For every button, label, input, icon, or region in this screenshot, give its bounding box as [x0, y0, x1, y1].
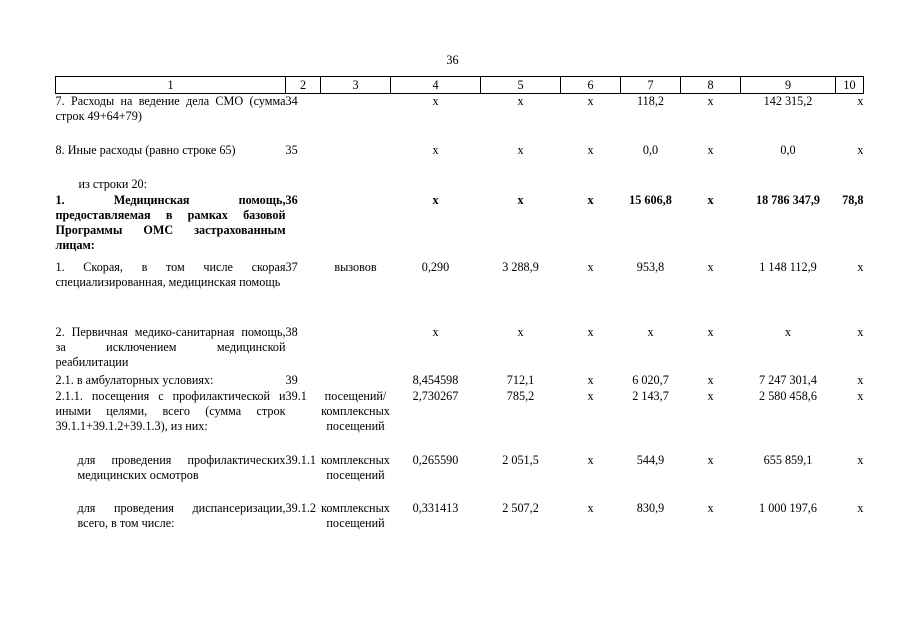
column-header: 8: [681, 77, 741, 94]
cell-col8: [681, 177, 741, 193]
column-header: 4: [391, 77, 481, 94]
column-header: 5: [481, 77, 561, 94]
cell-col7: 544,9: [636, 452, 665, 467]
cell-col6: [561, 177, 621, 193]
cell-col4: 0,331413: [412, 500, 459, 515]
cell-col4: х: [432, 324, 439, 339]
cell-col5: [481, 177, 561, 193]
row-unit: [321, 373, 391, 389]
cell-col10: х: [857, 259, 864, 274]
cell-col6: х: [587, 94, 594, 108]
cell-col8: х: [707, 372, 714, 387]
cell-col5: х: [517, 192, 524, 207]
row-unit: [321, 193, 391, 260]
cell-col8: х: [707, 388, 714, 403]
row-name: 8. Иные расходы (равно строке 65): [55, 142, 236, 157]
cell-col6: х: [587, 192, 594, 207]
column-header: 10: [836, 77, 864, 94]
cell-col8: х: [707, 192, 714, 207]
table-row: [56, 94, 864, 143]
cell-col4: 2,730267: [412, 388, 459, 403]
cell-col7: 15 606,8: [629, 192, 672, 207]
cell-col5: х: [517, 324, 524, 339]
row-name: 2. Первичная медико-санитарная помощь, за исключением медицинской реабилитации: [55, 324, 286, 369]
column-header: 6: [561, 77, 621, 94]
row-code: 36: [285, 192, 298, 207]
cell-col4: 0,265590: [412, 452, 459, 467]
cell-col7: 6 020,7: [632, 372, 669, 387]
row-name: для проведения профилактических медицинских осмотров: [77, 452, 286, 482]
row-name: из строки 20:: [78, 176, 148, 191]
row-unit: посещений/ комплексных посещений: [321, 388, 390, 433]
cell-col4: х: [432, 94, 439, 108]
table-row: [56, 501, 864, 549]
cell-col5: х: [517, 142, 524, 157]
cell-col7: 0,0: [642, 142, 659, 157]
cell-col6: х: [587, 142, 594, 157]
cell-col7: 830,9: [636, 500, 665, 515]
cell-col6: х: [587, 500, 594, 515]
cell-col8: х: [707, 500, 714, 515]
cell-col5: 2 051,5: [502, 452, 539, 467]
cell-col9: 1 148 112,9: [759, 259, 817, 274]
cell-col8: х: [707, 324, 714, 339]
cell-col9: х: [784, 324, 792, 339]
row-unit: [321, 177, 391, 193]
cell-col4: х: [432, 142, 439, 157]
row-code: 38: [285, 324, 298, 339]
cell-col8: х: [707, 452, 714, 467]
row-code: 39.1: [285, 388, 307, 403]
cell-col8: х: [707, 259, 714, 274]
cell-col10: х: [857, 500, 864, 515]
row-code: 37: [285, 259, 298, 274]
row-unit: [321, 94, 391, 143]
cell-col10: х: [857, 94, 864, 108]
cell-col5: 2 507,2: [502, 500, 539, 515]
row-code: 34: [285, 94, 298, 108]
table-row: [56, 143, 864, 177]
row-name: 1. Медицинская помощь, предоставляемая в рамках базовой Программы ОМС застрахованным лицам:: [55, 192, 286, 252]
cell-col7: [621, 177, 681, 193]
row-unit: [321, 325, 391, 373]
row-unit: [321, 143, 391, 177]
page-number: 36: [446, 53, 459, 67]
row-name: 2.1.1. посещения с профилактической и иными целями, всего (сумма строк 39.1.1+39.1.2+39.1.3), из них:: [55, 388, 286, 433]
cell-col6: х: [587, 372, 594, 387]
cell-col9: 7 247 301,4: [759, 372, 817, 387]
cell-col10: х: [857, 324, 864, 339]
cell-col9: 0,0: [780, 142, 796, 157]
table-row: [56, 193, 864, 260]
report-table: [55, 76, 864, 549]
cell-col7: 2 143,7: [632, 388, 669, 403]
cell-col9: 142 315,2: [763, 94, 813, 108]
table-row: [56, 177, 864, 193]
cell-col6: х: [587, 452, 594, 467]
cell-col5: 712,1: [506, 372, 535, 387]
cell-col6: х: [587, 324, 594, 339]
column-header: 7: [621, 77, 681, 94]
row-code: 39.1.2: [285, 500, 316, 515]
column-header: 1: [56, 77, 286, 94]
row-name: 7. Расходы на ведение дела СМО (сумма строк 49+64+79): [55, 94, 286, 123]
table-row: [56, 389, 864, 453]
row-code: 35: [285, 142, 298, 157]
cell-col10: х: [857, 388, 864, 403]
cell-col5: 785,2: [506, 388, 535, 403]
cell-col10: х: [857, 142, 864, 157]
cell-col7: х: [647, 324, 654, 339]
table-row: [56, 373, 864, 389]
table-row: [56, 325, 864, 373]
row-unit: комплексных посещений: [321, 500, 390, 530]
cell-col5: 3 288,9: [502, 259, 539, 274]
row-code: [286, 177, 321, 193]
row-name: 2.1. в амбулаторных условиях:: [55, 372, 214, 387]
cell-col10: х: [857, 452, 864, 467]
cell-col8: х: [707, 94, 714, 108]
row-name: 1. Скорая, в том числе скорая специализированная, медицинская помощь: [55, 259, 286, 289]
row-unit: вызовов: [334, 259, 377, 274]
cell-col9: 655 859,1: [763, 452, 813, 467]
cell-col4: [391, 177, 481, 193]
cell-col10: [836, 177, 864, 193]
cell-col9: 18 786 347,9: [756, 192, 820, 207]
cell-col10: 78,8: [842, 192, 864, 207]
column-header: 9: [741, 77, 836, 94]
cell-col6: х: [587, 259, 594, 274]
cell-col9: 2 580 458,6: [759, 388, 817, 403]
cell-col10: х: [857, 372, 864, 387]
cell-col7: 118,2: [637, 94, 664, 108]
table-row: [56, 453, 864, 501]
row-code: 39: [285, 372, 298, 387]
cell-col4: 8,454598: [412, 372, 459, 387]
cell-col5: х: [517, 94, 524, 108]
cell-col4: х: [432, 192, 439, 207]
cell-col7: 953,8: [636, 259, 665, 274]
cell-col9: [741, 177, 836, 193]
column-header: 3: [321, 77, 391, 94]
row-name: для проведения диспансеризации, всего, в том числе:: [77, 500, 286, 530]
cell-col4: 0,290: [421, 259, 450, 274]
table-row: [56, 260, 864, 325]
row-code: 39.1.1: [285, 452, 316, 467]
cell-col8: х: [707, 142, 714, 157]
table-header-row: [56, 77, 864, 94]
cell-col9: 1 000 197,6: [759, 500, 817, 515]
row-unit: комплексных посещений: [321, 452, 390, 482]
cell-col6: х: [587, 388, 594, 403]
column-header: 2: [286, 77, 321, 94]
